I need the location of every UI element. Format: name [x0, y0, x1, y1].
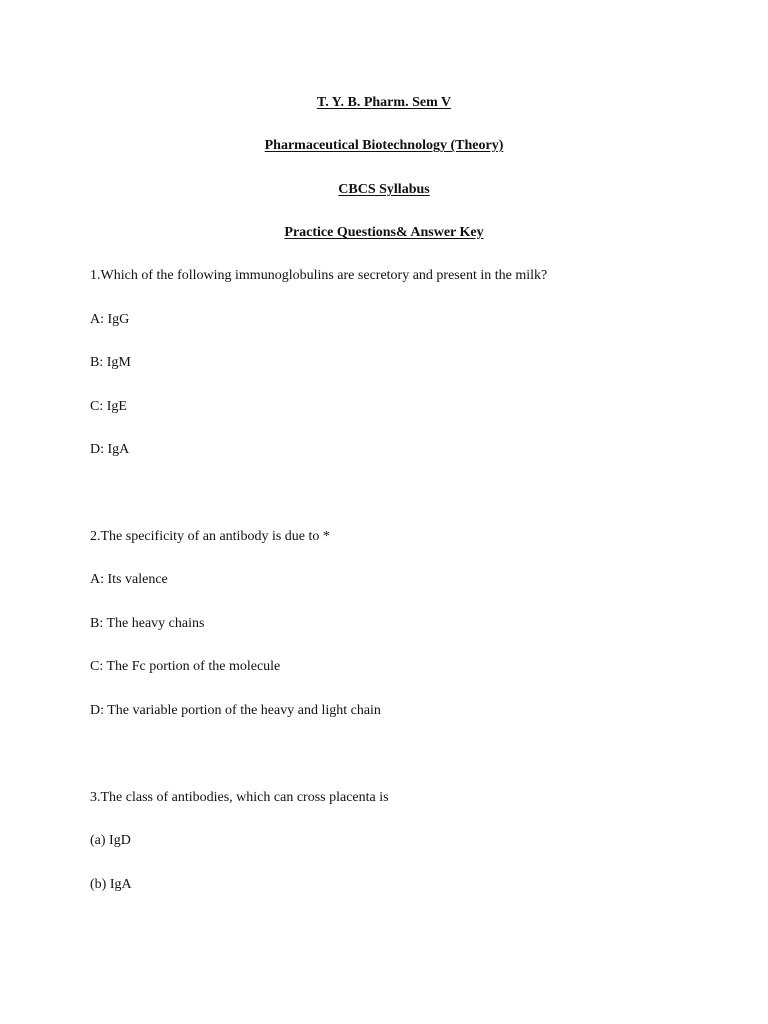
question-2-option-a: A: Its valence — [90, 572, 168, 587]
question-3-text: 3.The class of antibodies, which can cross placenta is — [90, 790, 389, 805]
subject-heading: Pharmaceutical Biotechnology (Theory) — [264, 138, 504, 153]
question-1-option-c: C: IgE — [90, 399, 127, 414]
question-2-option-d: D: The variable portion of the heavy and light chain — [90, 703, 381, 718]
question-1-text: 1.Which of the following immunoglobulins are secretory and present in the milk? — [90, 268, 548, 283]
practice-heading: Practice Questions& Answer Key — [284, 225, 484, 240]
course-level-heading: T. Y. B. Pharm. Sem V — [316, 95, 452, 110]
question-1-option-a: A: IgG — [90, 312, 130, 327]
question-3-option-a: (a) IgD — [90, 833, 131, 848]
question-3-option-b: (b) IgA — [90, 877, 132, 892]
question-2-option-c: C: The Fc portion of the molecule — [90, 659, 281, 674]
question-2-option-b: B: The heavy chains — [90, 616, 205, 631]
question-1-option-b: B: IgM — [90, 355, 131, 370]
question-1-option-d: D: IgA — [90, 442, 130, 457]
question-2-text: 2.The specificity of an antibody is due to * — [90, 529, 330, 544]
syllabus-heading: CBCS Syllabus — [338, 182, 430, 197]
